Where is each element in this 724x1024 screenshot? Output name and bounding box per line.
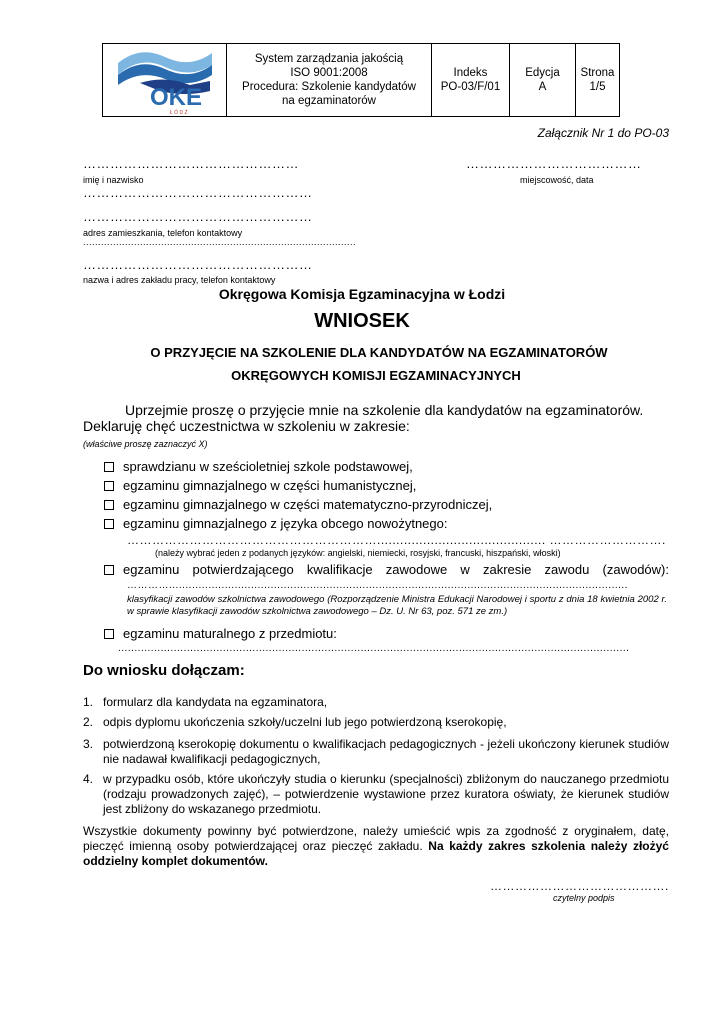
- index-label: Indeks: [453, 67, 488, 79]
- svg-text:Ł Ó D Ź: Ł Ó D Ź: [169, 110, 188, 115]
- document-header: [102, 43, 620, 117]
- place-date-field[interactable]: …………………………………: [466, 156, 642, 171]
- list-number: 1.: [83, 695, 94, 709]
- address-field-2[interactable]: ...........................................................................................: [83, 237, 357, 247]
- system-line: ISO 9001:2008: [290, 67, 368, 79]
- checkbox[interactable]: [104, 462, 114, 472]
- svg-text:OKE: OKE: [149, 84, 202, 111]
- list-text: w przypadku osób, które ukończyły studia o kierunku (specjalności) zbliżonym do nauczanego przedmiotu (rodzaju prowadzonych zajęć), – potwierdzenie wystawione przez kuratora oświaty, że kierunek studiów jest zbliżony do wskazanego przedmiotu.: [103, 772, 669, 816]
- option-gimnazjum-humanities[interactable]: [104, 478, 416, 493]
- checkbox[interactable]: [104, 629, 114, 639]
- language-note: (należy wybrać jeden z podanych języków: angielski, niemiecki, rosyjski, francuski, hiszpański, włoski): [155, 548, 561, 558]
- option-vocational[interactable]: [104, 562, 669, 577]
- checkbox[interactable]: [104, 519, 114, 529]
- option-primary-school[interactable]: [104, 459, 413, 474]
- subtitle-line-1: O PRZYJĘCIE NA SZKOLENIE DLA KANDYDATÓW NA EGZAMINATORÓW: [150, 345, 608, 360]
- page-value: 1/5: [589, 81, 606, 93]
- signature-field[interactable]: …………………………………….: [490, 879, 669, 893]
- list-item: [83, 737, 668, 769]
- name-field-2[interactable]: ……………………………………………: [83, 185, 313, 200]
- vocational-field[interactable]: …………............................................................................................................................................: [127, 580, 628, 591]
- checkbox[interactable]: [104, 481, 114, 491]
- subtitle-line-2: OKRĘGOWYCH KOMISJI EGZAMINACYJNYCH: [231, 368, 521, 383]
- system-line: System zarządzania jakością: [254, 53, 404, 65]
- list-number: 2.: [83, 715, 94, 729]
- name-field[interactable]: …………………………………………: [83, 156, 299, 171]
- matura-field[interactable]: ............................................................................................................................................................: [118, 643, 630, 654]
- list-item: [83, 772, 668, 820]
- option-label: egzaminu gimnazjalnego w części matematyczno-przyrodniczej,: [123, 497, 493, 512]
- checkbox[interactable]: [104, 500, 114, 510]
- option-label: sprawdzianu w sześcioletniej szkole podstawowej,: [123, 459, 413, 474]
- system-line: Procedura: Szkolenie kandydatów: [242, 81, 416, 93]
- list-number: 3.: [83, 737, 94, 751]
- checkbox[interactable]: [104, 565, 114, 575]
- workplace-label: nazwa i adres zakładu pracy, telefon kontaktowy: [83, 275, 276, 285]
- intro-note: (właściwe proszę zaznaczyć X): [83, 439, 208, 449]
- index-cell: [432, 44, 510, 116]
- commission-name: Okręgowa Komisja Egzaminacyjna w Łodzi: [218, 286, 506, 302]
- list-text: formularz dla kandydata na egzaminatora,: [103, 695, 328, 709]
- workplace-field[interactable]: ……………………………………………: [83, 257, 313, 272]
- attachment-ref: Załącznik Nr 1 do PO-03: [537, 126, 669, 140]
- system-line: na egzaminatorów: [282, 95, 376, 107]
- oke-logo: [110, 45, 220, 115]
- intro-line-2: Deklaruję chęć uczestnictwa w szkoleniu w zakresie:: [83, 418, 410, 434]
- page-cell: [576, 44, 619, 116]
- list-item: [83, 695, 668, 711]
- page-label: Strona: [580, 67, 615, 79]
- list-text: potwierdzoną kserokopię dokumentu o kwalifikacjach pedagogicznych - jeżeli ukończony kierunek studiów nie nadawał kwalifikacji pedagogicznych,: [103, 737, 669, 766]
- attachments-heading: Do wniosku dołączam:: [83, 662, 245, 679]
- system-cell: [227, 44, 432, 116]
- edition-label: Edycja: [525, 67, 560, 79]
- vocational-note: klasyfikacji zawodów szkolnictwa zawodowego (Rozporządzenie Ministra Edukacji Narodowej i sportu z dnia 18 kwietnia 2002 r. w sprawie klasyfikacji zawodów szkolnictwa zawodowego – Dz. U. Nr 63, poz. 571 ze zm.): [127, 594, 667, 617]
- address-label: adres zamieszkania, telefon kontaktowy: [83, 228, 243, 238]
- list-text: odpis dyplomu ukończenia szkoły/uczelni lub jego potwierdzoną kserokopię,: [103, 715, 507, 729]
- option-gimnazjum-foreign-language[interactable]: [104, 516, 447, 531]
- option-label: egzaminu gimnazjalnego z języka obcego nowożytnego:: [123, 516, 448, 531]
- address-field[interactable]: ……………………………………………: [83, 209, 313, 224]
- closing-paragraph: [83, 824, 669, 869]
- list-item: [83, 715, 668, 731]
- edition-value: A: [538, 81, 547, 93]
- list-number: 4.: [83, 772, 94, 786]
- signature-label: czytelny podpis: [553, 893, 615, 903]
- option-label: egzaminu gimnazjalnego w części humanistycznej,: [123, 478, 417, 493]
- closing-bold: Na każdy zakres szkolenia należy złożyć oddzielny komplet dokumentów.: [83, 839, 669, 868]
- closing-text: Wszystkie dokumenty powinny być potwierdzone, należy umieścić wpis za zgodność z oryginałem, datę, pieczęć imienną osoby potwierdzającej oraz pieczęć zakładu.: [83, 824, 669, 853]
- place-date-label: miejscowość, data: [520, 175, 594, 185]
- option-label: egzaminu potwierdzającego kwalifikacje zawodowe w zakresie zawodu (zawodów):: [123, 562, 669, 577]
- index-value: PO-03/F/01: [440, 81, 501, 93]
- option-label: egzaminu maturalnego z przedmiotu:: [123, 626, 337, 641]
- intro-line-1: Uprzejmie proszę o przyjęcie mnie na szkolenie dla kandydatów na egzaminatorów.: [125, 402, 644, 418]
- option-gimnazjum-math-science[interactable]: [104, 497, 492, 512]
- edition-cell: [510, 44, 576, 116]
- page-title: WNIOSEK: [314, 310, 410, 332]
- option-matura[interactable]: [104, 626, 337, 641]
- name-label: imię i nazwisko: [83, 175, 144, 185]
- logo-cell: [103, 44, 227, 116]
- language-field[interactable]: ……………………………………………………............................................ ……………………….: [127, 533, 666, 547]
